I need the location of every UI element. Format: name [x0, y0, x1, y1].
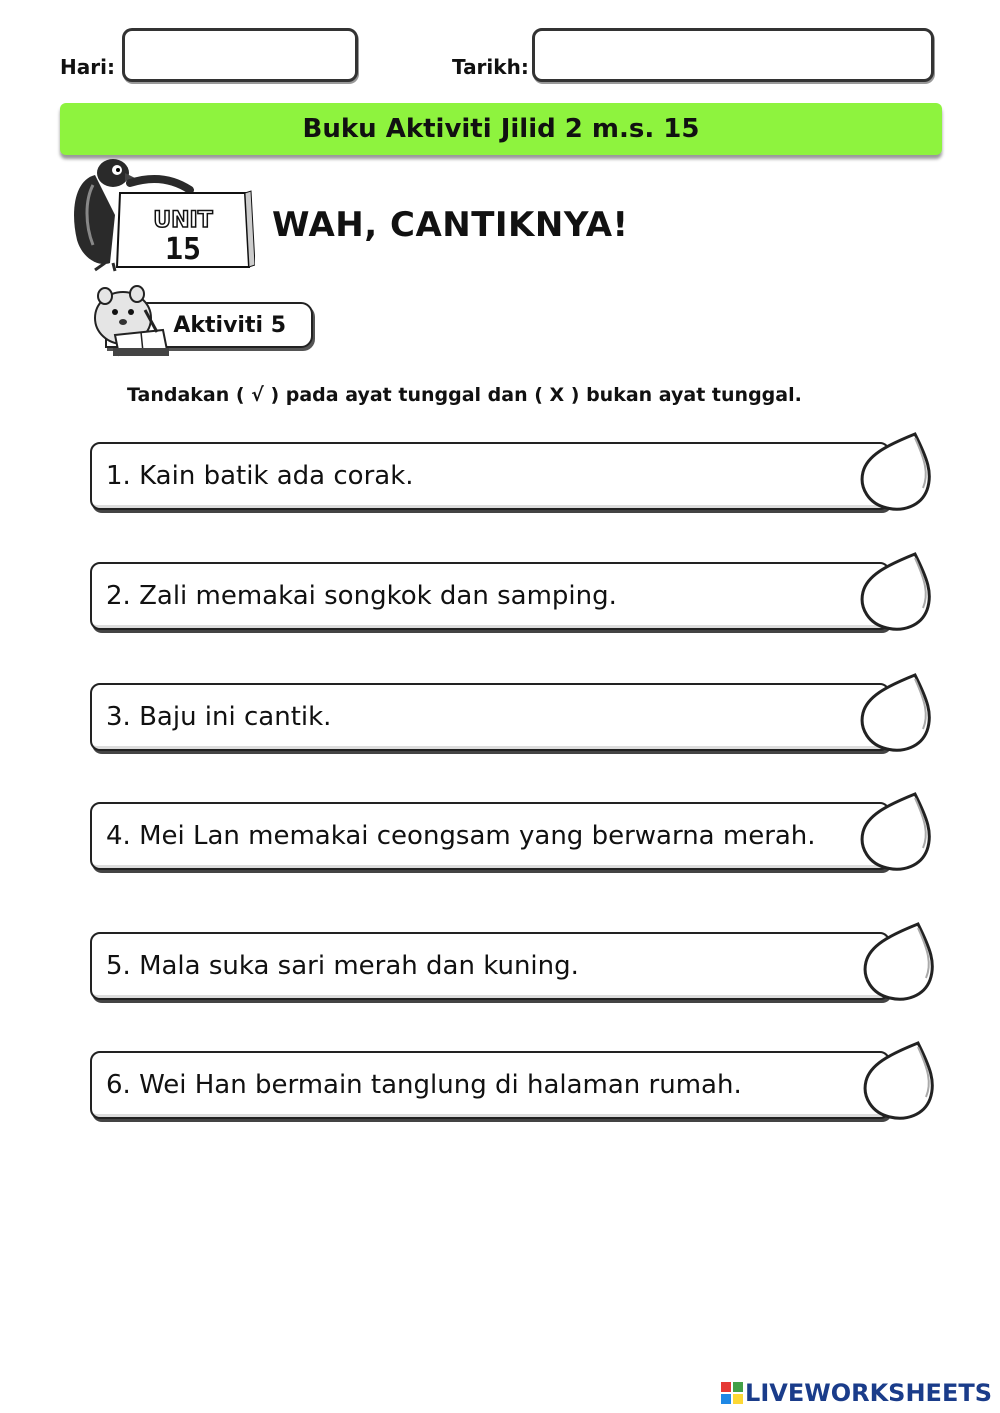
sentence-text: 6. Wei Han bermain tanglung di halaman rumah.: [106, 1070, 742, 1100]
tarikh-label: Tarikh:: [452, 55, 529, 79]
sentence-item-5: [90, 932, 890, 1000]
answer-drop-3[interactable]: [855, 669, 935, 759]
hari-label: Hari:: [60, 55, 115, 79]
activity-label-text: Aktiviti 5: [173, 312, 286, 338]
unit-badge-word: UNIT: [153, 208, 213, 233]
sentence-text: 3. Baju ini cantik.: [106, 702, 332, 732]
unit-badge-illustration: [65, 155, 255, 275]
liveworksheets-grid-icon: [721, 1382, 743, 1404]
sentence-item-6: [90, 1051, 890, 1119]
answer-drop-1[interactable]: [855, 428, 935, 518]
answer-drop-2[interactable]: [855, 548, 935, 638]
sentence-text: 4. Mei Lan memakai ceongsam yang berwarna merah.: [106, 821, 816, 851]
page-banner: [60, 103, 942, 155]
sentence-item-1: [90, 442, 890, 510]
hamster-reading-icon: [85, 280, 175, 360]
tarikh-input[interactable]: [532, 28, 934, 82]
sentence-item-4: [90, 802, 890, 870]
answer-drop-6[interactable]: [858, 1037, 938, 1127]
sentence-text: 2. Zali memakai songkok dan samping.: [106, 581, 617, 611]
unit-badge-number: 15: [164, 232, 202, 267]
sentence-text: 1. Kain batik ada corak.: [106, 461, 414, 491]
liveworksheets-logo: [721, 1379, 992, 1407]
instruction-text: Tandakan ( √ ) pada ayat tunggal dan ( X ) bukan ayat tunggal.: [127, 384, 802, 406]
hari-input[interactable]: [122, 28, 358, 82]
sentence-text: 5. Mala suka sari merah dan kuning.: [106, 951, 579, 981]
unit-title: WAH, CANTIKNYA!: [272, 205, 629, 245]
liveworksheets-brand-text: LIVEWORKSHEETS: [745, 1379, 992, 1407]
answer-drop-4[interactable]: [855, 788, 935, 878]
banner-text: Buku Aktiviti Jilid 2 m.s. 15: [302, 114, 700, 144]
answer-drop-5[interactable]: [858, 918, 938, 1008]
sentence-item-2: [90, 562, 890, 630]
sentence-item-3: [90, 683, 890, 751]
